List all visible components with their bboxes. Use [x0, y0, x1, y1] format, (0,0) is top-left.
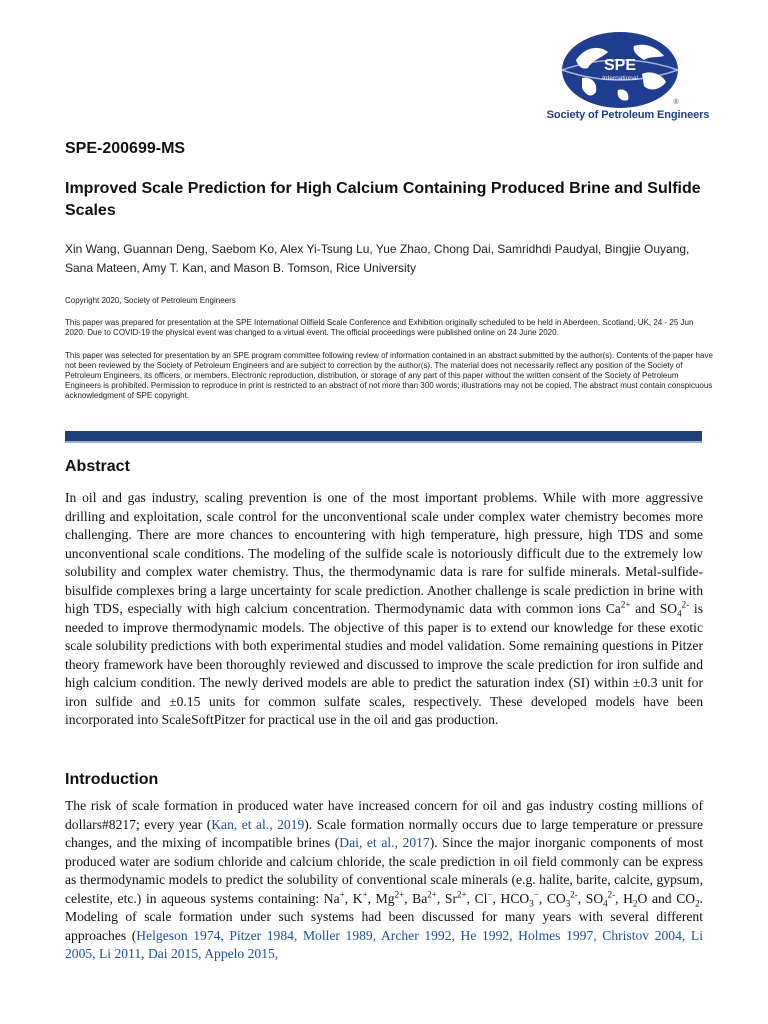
section-divider — [65, 431, 702, 441]
copyright-notice: Copyright 2020, Society of Petroleum Engineers — [65, 296, 236, 305]
introduction-text: The risk of scale formation in produced water have increased concern for oil and gas industry costing millions of dollars#8217; every year (Kan, et al., 2019). Scale formation normally occurs due to large temperature or pressure changes, and the mixing of incompatible brines (Dai, et al., 2017). Since the major inorganic components of most produced water are sodium chloride and calcium chloride, the scale prediction in oil field commonly can be express as thermodynamic models to predict the solubility of conventional scale minerals (e.g. halite, barite, calcite, gypsum, celestite, etc.) in aqueous systems containing: Na+, K+, $Mg^{2+}$, $Ba^{2+}$, $Sr^{2+}$, Cl−, $HCO_3^-$, $CO_3^{2-}$, $SO_4^{2-}$, $H_2O$ and $CO_2$. Modeling of scale formation under such systems had been discussed for many years with several different approaches (Helgeson 1974, Pitzer 1984, Moller 1989, Archer 1992, He 1992, Holmes 1997, Christov 2004, Li 2005, Li 2011, Dai 2015, Appelo 2015, — [65, 798, 703, 961]
abstract-text: In oil and gas industry, scaling prevention is one of the most important problems. While with more aggressive drilling and exploitation, scale control for the unconventional scale under complex water chemistry becomes more challenging. There are more chances to encountering with high temperature, high pressure, high TDS and some unconventional scale conditions. The modeling of the sulfide scale is notoriously difficult due to the extremely low solubility and complex water chemistry. Thus, the thermodynamic data is rare for sulfide minerals. Metal-sulfide-bisulfide complexes bring a large uncertainty for scale prediction. Another challenge is scale prediction in brine with high TDS, especially with high calcium concentration. Thermodynamic data with common ions $Ca^{2+}$ and $SO_4^{2-}$ is needed to improve thermodynamic models. The objective of this paper is to extend our knowledge for these exotic scale solubility predictions with both experimental studies and model validation. Some remaining questions in Pitzer theory framework have been thoroughly reviewed and discussed to improve the scale prediction for iron sulfide and high calcium condition. The newly derived models are able to predict the saturation index (SI) within ±0.3 unit for iron sulfide and ±0.15 units for common sulfate scales, respectively. These developed models have been incorporated into ScaleSoftPitzer for practical use in the oil and gas production. — [65, 490, 703, 727]
logo-emblem-subtext: International — [602, 75, 638, 82]
introduction-heading: Introduction — [65, 771, 159, 788]
abstract-heading: Abstract — [65, 458, 130, 475]
author-list: Xin Wang, Guannan Deng, Saebom Ko, Alex Yi-Tsung Lu, Yue Zhao, Chong Dai, Samridhdi Paudyal, Bingjie Ouyang, Sana Mateen, Amy T. Kan, and Mason B. Tomson, Rice University — [65, 242, 690, 275]
logo-emblem-text: SPE — [603, 57, 637, 74]
preparation-notice: This paper was prepared for presentation at the SPE International Oilfield Scale Conference and Exhibition originally scheduled to be held in Aberdeen, Scotland, UK, 24 - 25 Jun 2020. Due to COVID-19 the physical event was changed to a virtual event. The official proceedings were published online on 24 June 2020. — [65, 318, 694, 337]
globe-icon — [558, 30, 682, 110]
organization-name: Society of Petroleum Engineers — [546, 109, 710, 121]
spe-logo — [538, 30, 718, 126]
citation-link[interactable]: Dai, et al., 2017 — [339, 835, 430, 850]
citation-link[interactable]: Kan, et al., 2019 — [211, 816, 305, 832]
registered-mark: ® — [673, 99, 679, 106]
paper-id: SPE-200699-MS — [65, 140, 186, 157]
citation-links[interactable]: Helgeson 1974, Pitzer 1984, Moller 1989, Archer 1992, He 1992, Holmes 1997, Christov 2004, Li 2005, Li 2011, Dai 2015, Appelo 2015, — [65, 927, 703, 961]
paper-title: Improved Scale Prediction for High Calcium Containing Produced Brine and Sulfide Scales — [65, 180, 701, 219]
selection-notice: This paper was selected for presentation by an SPE program committee following review of information contained in an abstract submitted by the author(s). Contents of the paper have not been reviewed by the Society of Petroleum Engineers and are subject to correction by the author(s). The material does not necessarily reflect any position of the Society of Petroleum Engineers, its officers, or members. Electronic reproduction, distribution, or storage of any part of this paper without the written consent of the Society of Petroleum Engineers is prohibited. Permission to reproduce in print is restricted to an abstract of not more than 300 words; illustrations may not be copied. The abstract must contain conspicuous acknowledgment of SPE copyright. — [65, 351, 713, 400]
section-divider-accent — [65, 441, 702, 443]
